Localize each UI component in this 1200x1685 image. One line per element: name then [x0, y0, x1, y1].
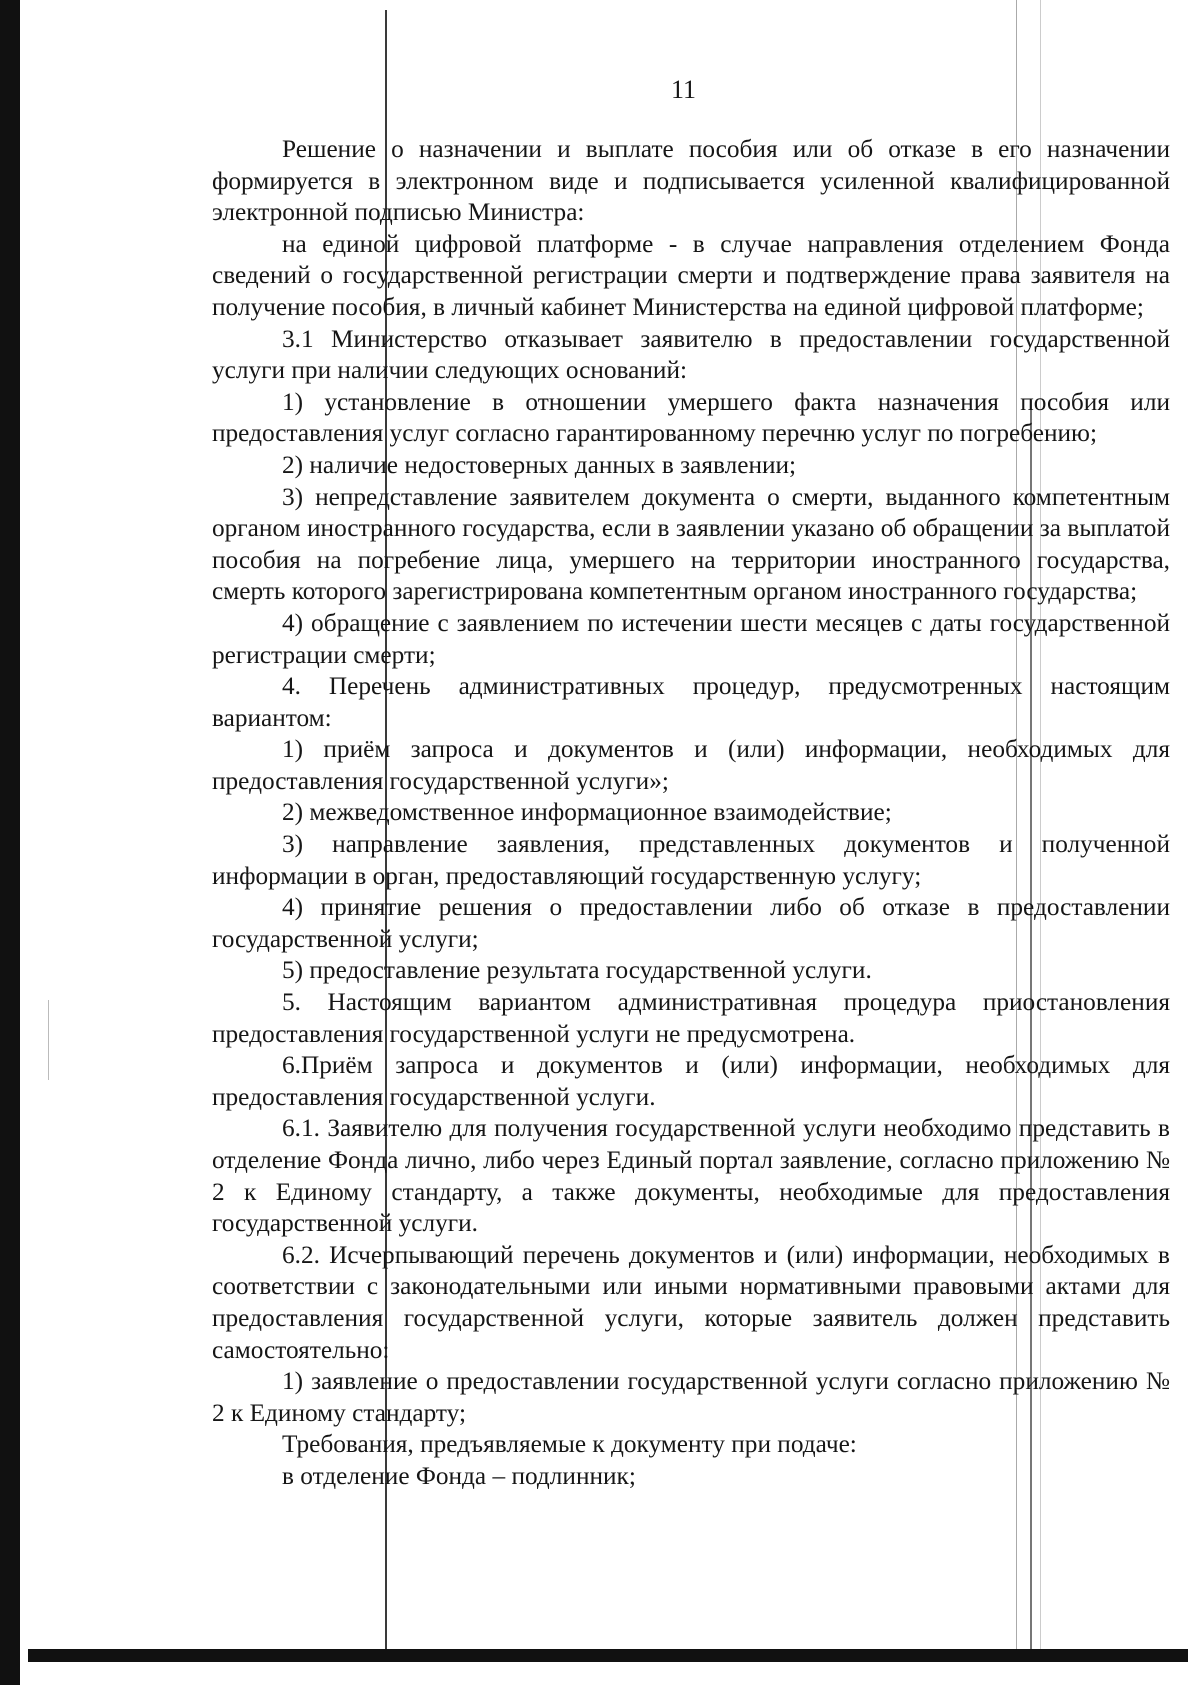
list-item: 3) непредставление заявителем документа о смерти, выданного компетентным органом иностранного государства, если в заявлении указано об обращении за выплатой пособия на погребение лица, умершего на территории иностранного государства, смерть которого зарегистрирована компетентным органом иностранного государства;: [212, 482, 1170, 606]
page-number: 11: [671, 75, 697, 104]
paragraph: 6.1. Заявителю для получения государственной услуги необходимо представить в отделение Фонда лично, либо через Единый портал заявление, согласно приложению № 2 к Единому стандарту, а также документы, необходимые для предоставления государственной услуги.: [212, 1114, 1170, 1238]
paragraph: на единой цифровой платформе - в случае направления отделением Фонда сведений о государственной регистрации смерти и подтверждение права заявителя на получение пособия, в личный кабинет Министерства на единой цифровой платформе;: [212, 229, 1170, 321]
scan-mark: [48, 1000, 49, 1080]
list-item: 4) обращение с заявлением по истечении шести месяцев с даты государственной регистрации смерти;: [212, 608, 1170, 669]
list-item: 2) межведомственное информационное взаимодействие;: [282, 798, 892, 827]
list-item: 1) приём запроса и документов и (или) информации, необходимых для предоставления государственной услуги»;: [212, 735, 1170, 795]
list-item: 3) направление заявления, представленных документов и полученной информации в орган, предоставляющий государственную услугу;: [212, 830, 1170, 890]
paragraph: в отделение Фонда – подлинник;: [282, 1461, 636, 1490]
list-item: 5) предоставление результата государственной услуги.: [282, 956, 872, 985]
list-item: 4) принятие решения о предоставлении либо об отказе в предоставлении государственной услуги;: [212, 893, 1170, 953]
paragraph: Требования, предъявляемые к документу при подаче:: [282, 1430, 857, 1459]
document-body: [212, 134, 1170, 1493]
paragraph: 6.Приём запроса и документов и (или) информации, необходимых для предоставления государственной услуги.: [212, 1051, 1170, 1111]
paragraph: 5. Настоящим вариантом административная процедура приостановления предоставления государственной услуги не предусмотрена.: [212, 988, 1170, 1048]
scan-left-border: [0, 0, 20, 1685]
paragraph: 6.2. Исчерпывающий перечень документов и (или) информации, необходимых в соответствии с законодательными или иными нормативными правовыми актами для предоставления государственной услуги, которые заявитель должен представить самостоятельно:: [212, 1240, 1170, 1364]
paragraph: 4. Перечень административных процедур, предусмотренных настоящим вариантом:: [212, 672, 1170, 732]
paragraph: Решение о назначении и выплате пособия или об отказе в его назначении формируется в электронном виде и подписывается усиленной квалифицированной электронной подписью Министра:: [212, 135, 1170, 227]
list-item: 2) наличие недостоверных данных в заявлении;: [282, 450, 797, 479]
scan-bottom-border: [28, 1649, 1188, 1662]
paragraph: 3.1 Министерство отказывает заявителю в предоставлении государственной услуги при наличии следующих оснований:: [212, 324, 1170, 385]
list-item: 1) установление в отношении умершего факта назначения пособия или предоставления услуг согласно гарантированному перечню услуг по погребению;: [212, 387, 1170, 448]
list-item: 1) заявление о предоставлении государственной услуги согласно приложению № 2 к Единому стандарту;: [212, 1367, 1170, 1427]
